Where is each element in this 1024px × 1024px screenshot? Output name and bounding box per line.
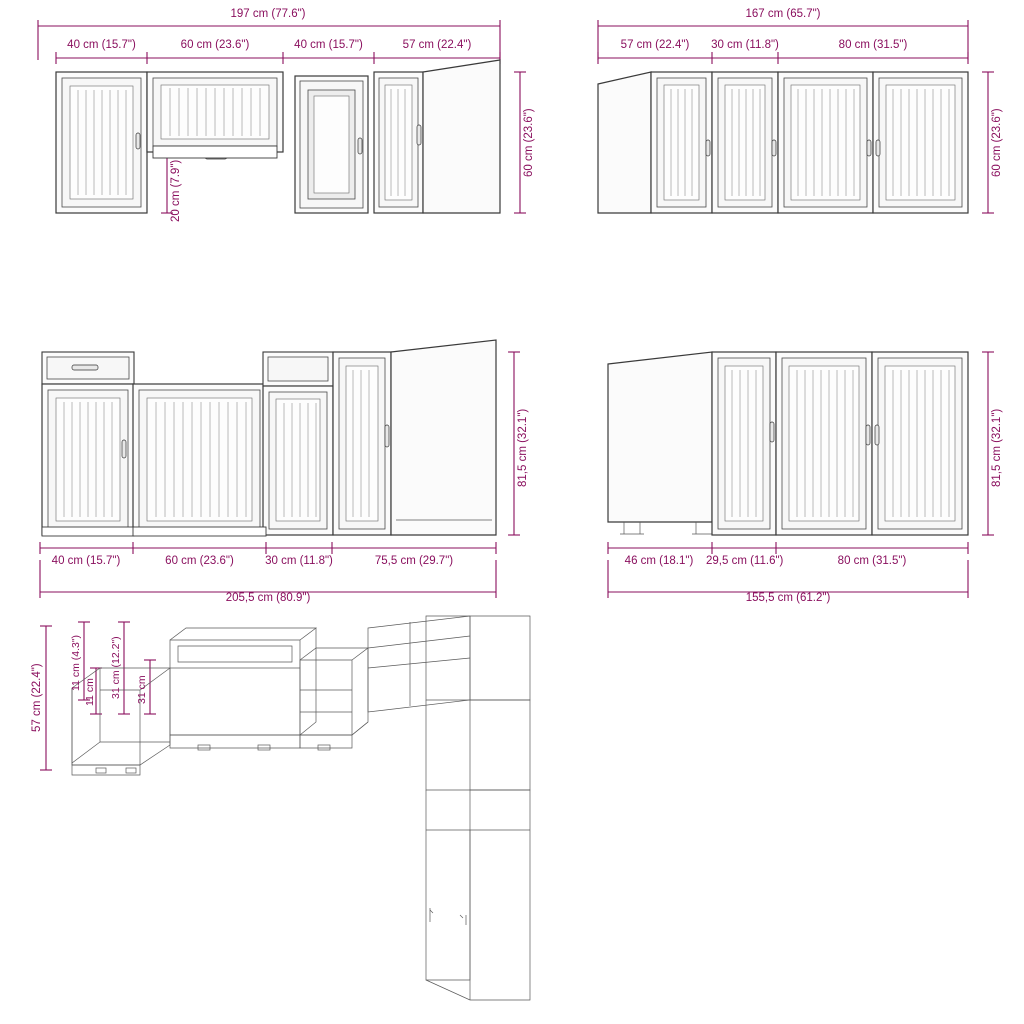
dim-bottom-height: 57 cm (22.4") bbox=[31, 663, 43, 733]
dim-mid-right-seg-2: 29,5 cm (11.6") bbox=[706, 555, 784, 567]
dim-top-left-seg-3: 40 cm (15.7") bbox=[294, 39, 363, 51]
dim-mid-right-seg-1: 46 cm (18.1") bbox=[624, 555, 694, 567]
dim-line-top-right-segments bbox=[598, 52, 968, 64]
dim-mid-left-seg-1: 40 cm (15.7") bbox=[51, 555, 121, 567]
dim-top-right-seg-3: 80 cm (31.5") bbox=[838, 39, 908, 51]
dim-mid-right-height: 81,5 cm (32.1") bbox=[991, 408, 1003, 488]
dim-mid-left-overall: 205,5 cm (80.9") bbox=[225, 592, 311, 604]
dim-mid-left-seg-3: 30 cm (11.8") bbox=[265, 555, 333, 567]
dim-top-left-seg-2: 60 cm (23.6") bbox=[180, 39, 250, 51]
dim-mid-left-seg-2: 60 cm (23.6") bbox=[165, 555, 234, 567]
dim-mid-left-height: 81,5 cm (32.1") bbox=[517, 408, 529, 488]
dim-mid-right-overall: 155,5 cm (61.2") bbox=[745, 592, 831, 604]
dim-top-left-height: 60 cm (23.6") bbox=[523, 108, 535, 178]
dim-top-left-seg-1: 40 cm (15.7") bbox=[67, 39, 136, 51]
dim-bottom-sub-b: 31 cm (12.2") bbox=[110, 636, 122, 700]
dim-top-right-seg-1: 57 cm (22.4") bbox=[620, 39, 690, 51]
dim-top-left-overall: 197 cm (77.6") bbox=[230, 8, 306, 20]
dim-mid-left-seg-4: 75,5 cm (29.7") bbox=[374, 555, 454, 567]
dim-bottom-sub-d: 31 cm bbox=[136, 675, 148, 705]
dim-top-left-subheight: 20 cm (7.9") bbox=[170, 159, 182, 223]
dim-mid-right-seg-3: 80 cm (31.5") bbox=[837, 555, 907, 567]
dim-top-right-height: 60 cm (23.6") bbox=[991, 108, 1003, 178]
dim-top-left-seg-4: 57 cm (22.4") bbox=[402, 39, 472, 51]
dim-top-right-overall: 167 cm (65.7") bbox=[745, 8, 821, 20]
dim-line-mid-left-segments bbox=[40, 542, 496, 554]
dim-line-top-left-segments bbox=[56, 52, 500, 64]
dim-bottom-sub-c: 11 cm bbox=[84, 678, 96, 706]
dim-line-mid-right-segments bbox=[608, 542, 968, 554]
dim-bottom-sub-a: 11 cm (4.3") bbox=[70, 634, 82, 692]
dim-top-right-seg-2: 30 cm (11.8") bbox=[711, 39, 779, 51]
